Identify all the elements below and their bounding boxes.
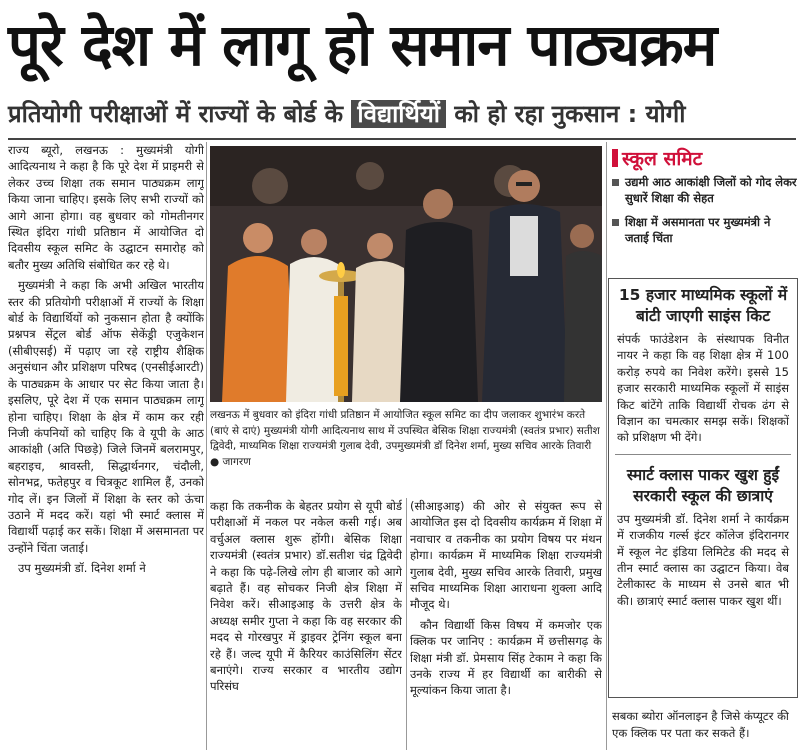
sidebar-highlights [612,174,798,254]
column-divider [206,142,207,750]
sidebar-footer: सबका ब्योरा ऑनलाइन है जिसे कंप्यूटर की एक क्लिक पर पता कर सकते हैं। [612,709,789,740]
box-divider [615,454,791,455]
box-text: उप मुख्यमंत्री डॉ. दिनेश शर्मा ने कार्यक्रम में राजकीय गर्ल्स इंटर कॉलेज इंदिरानगर में स्कूल नेट इंडिया लिमिटेड की मदद से तीन स्मार्ट क्लास का उद्घाटन किया। वेब टेलीकास्ट के माध्यम से उनसे बात भी की। छात्राएं स्मार्ट क्लास पाकर खुश थीं। [617,511,789,608]
lamp-lighting-photo-icon [210,146,602,402]
caption-text: लखनऊ में बुधवार को इंदिरा गांधी प्रतिष्ठान में आयोजित स्कूल समिट का दीप जलाकर शुभारंभ करते (बाएं से दाएं) मुख्यमंत्री योगी आदित्यनाथ साथ में उपस्थित बेसिक शिक्षा राज्यमंत्री (स्वतंत्र प्रभार) सतीश द्विवेदी, माध्यमिक शिक्षा राज्यमंत्री गुलाब देवी, उपमुख्यमंत्री डॉ दिनेश शर्मा, मुख्य सचिव आरके तिवारी [210,409,600,453]
list-item-text: शिक्षा में असमानता पर मुख्यमंत्री ने जताई चिंता [625,215,771,245]
paragraph: (सीआइआइ) की ओर से संयुक्त रूप से आयोजित इस दो दिवसीय कार्यक्रम में शिक्षा में नवाचार व तकनीक का प्रयोग विषय पर मंथन होगा। कार्यक्रम में माध्यमिक शिक्षा राज्यमंत्री गुलाब देवी, मुख्य सचिव आरके तिवारी, प्रमुख सचिव माध्यमिक शिक्षा आराधना शुक्ला आदि मौजूद थे। [410,499,602,612]
paragraph: मुख्यमंत्री ने कहा कि अभी अखिल भारतीय स्तर की प्रतियोगी परीक्षाओं में राज्यों के शिक्षा बोर्ड के विद्यार्थियों को नुकसान होता है क्योंकि प्रश्नपत्र सेंट्रल बोर्ड ऑफ सेकेंड्री एजुकेशन (सीबीएसई) में पढ़ाए जा रहे राष्ट्रीय शैक्षिक अनुसंधान और प्रशिक्षण परिषद (एनसीईआरटी) के पाठ्यक्रम के आधार पर सेट किया जाता है। इसलिए, पूरे देश में एक समान पाठ्यक्रम लागू होना चाहिए। शिक्षा के क्षेत्र में काम कर रही निजी कंपनियों को चाहिए कि वे यूपी के आठ आकांक्षी (अति पिछड़े) जिले जिनमें बलरामपुर, बहराइच, श्रावस्ती, सिद्धार्थनगर, चंदौली, सोनभद्र, फतेहपुर व चित्रकूट शामिल हैं, उनको गोद लें। इन जिलों में शिक्षा के स्तर को ऊंचा उठाने में मदद करें। यहां भी स्मार्ट क्लास में विद्यार्थी पढ़ाई कर सकें। शिक्षा में असमानता पर उन्होंने चिंता जताई। [8,278,204,555]
event-photo [210,146,602,402]
photo-caption [210,408,602,494]
bullet-icon [612,179,619,186]
article-column-3 [410,498,602,750]
column-divider [606,142,607,750]
subhead-highlight: विद्यार्थियों [351,100,446,128]
sidebar-title [612,146,798,172]
paragraph: राज्य ब्यूरो, लखनऊ : मुख्यमंत्री योगी आदित्यनाथ ने कहा है कि पूरे देश में प्राइमरी से लेकर उच्च शिक्षा तक समान पाठ्यक्रम लागू किया जाना चाहिए। इसके लिए सभी राज्यों को आगे आना होगा। वह बुधवार को गोमतीनगर स्थित इंदिरा गांधी प्रतिष्ठान में आयोजित दो दिवसीय स्कूल समिट के उद्घाटन समारोह को बतौर मुख्य अतिथि संबोधित कर रहे थे। [8,143,204,272]
photo-credit: ● जागरण [210,455,251,468]
paragraph: कहा कि तकनीक के बेहतर प्रयोग से यूपी बोर्ड परीक्षाओं में नकल पर नकेल कसी गई। अब वर्चुअल क्लास शुरू होंगी। बेसिक शिक्षा राज्यमंत्री (स्वतंत्र प्रभार) डॉ.सतीश चंद्र द्विवेदी ने कहा कि पढ़े-लिखे लोग ही बाजार को आगे बढ़ाते हैं। वह सोचकर निजी क्षेत्र शिक्षा में निवेश करें। सीआइआइ के उत्तरी क्षेत्र के अध्यक्ष समीर गुप्ता ने कहा कि वह सरकार की मदद से गोरखपुर में ड्राइवर ट्रेनिंग स्कूल बना रहे हैं। जल्द यूपी में कैरियर काउंसिलिंग सेंटर बनाएंगे। राज्य सरकार व भारतीय उद्योग परिसंघ [210,499,402,694]
box-heading: स्मार्ट क्लास पाकर खुश हुईं सरकारी स्कूल की छात्राएं [626,465,780,505]
box-text: संपर्क फाउंडेशन के संस्थापक विनीत नायर ने कहा कि वह शिक्षा क्षेत्र में 100 करोड़ रुपये का निवेश करेंगे। इससे 15 हजार सरकारी माध्यमिक स्कूलों में साइंस किट बांटेंगे ताकि विद्यार्थी रोचक ढंग से विज्ञान का चमत्कार समझ सकें। शिक्षकों को प्रशिक्षण भी देंगे। [617,332,789,445]
article-column-2 [210,498,402,750]
article-column-1 [8,142,204,750]
subhead-before: प्रतियोगी परीक्षाओं में राज्यों के बोर्ड के [8,100,352,128]
list-item-text: उद्यमी आठ आकांक्षी जिलों को गोद लेकर सुधारें शिक्षा की सेहत [625,175,797,205]
bullet-icon [612,219,619,226]
sidebar-title-text: स्कूल समिट [622,148,703,170]
subhead-rule [8,138,796,140]
list-item [612,214,798,246]
subheadline [8,94,794,134]
headline: पूरे देश में लागू हो समान पाठ्यक्रम [8,11,717,79]
subhead-after: को हो रहा नुकसान : योगी [446,100,686,128]
column-divider [406,498,407,750]
sidebar-box [608,278,798,698]
list-item [612,174,798,206]
paragraph: कौन विद्यार्थी किस विषय में कमजोर एक क्लिक पर जानिए : कार्यक्रम में छत्तीसगढ़ के शिक्षा मंत्री डॉ. प्रेमसाय सिंह टेकाम ने कहा कि उनके राज्य में हर विद्यार्थी का बारीकी से मूल्यांकन किया जाता है। [410,617,602,698]
section-marker-icon [612,149,618,167]
paragraph: उप मुख्यमंत्री डॉ. दिनेश शर्मा ने [18,561,146,576]
box-heading: 15 हजार माध्यमिक स्कूलों में बांटी जाएगी साइंस किट [618,286,788,325]
